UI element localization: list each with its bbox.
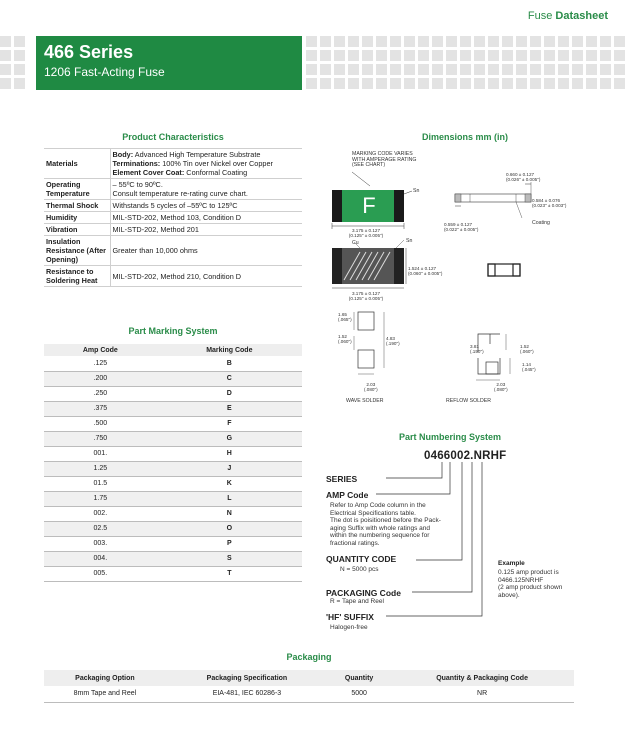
- pn-packaging-code: PACKAGING Code: [326, 588, 401, 598]
- header-tile: [0, 36, 11, 47]
- marking-code: J: [157, 461, 302, 476]
- reflow-pad-bottom: [478, 358, 500, 374]
- marking-code: B: [157, 356, 302, 371]
- header-tile: [306, 78, 317, 89]
- series-title: 466 Series: [44, 42, 134, 62]
- material-line: Body: Advanced High Temperature Substrate: [112, 150, 261, 159]
- amp-code: 003.: [44, 536, 157, 551]
- header-tile: [586, 64, 597, 75]
- row-label: Resistance to Soldering Heat: [44, 266, 110, 287]
- header-tile: [14, 64, 25, 75]
- header-pattern-left: [0, 36, 34, 90]
- reflow-dim-a: 3.81 (.150"): [470, 344, 484, 354]
- amp-code: 002.: [44, 506, 157, 521]
- reflow-dim-b: 1.52 (.060"): [520, 344, 534, 354]
- amp-code: 001.: [44, 446, 157, 461]
- marking-code: G: [157, 431, 302, 446]
- table-row: [44, 371, 302, 386]
- reflow-dim-d: 2.03 (.080"): [494, 382, 508, 392]
- series-banner: [36, 36, 302, 90]
- header-tile: [586, 36, 597, 47]
- reflow-dim-c: 1.14 (.045"): [522, 362, 536, 372]
- marking-note: MARKING CODE VARIES WITH AMPERAGE RATING (SEE CHART): [352, 151, 417, 168]
- header-tile: [460, 36, 471, 47]
- fuse-side-view: [455, 194, 531, 202]
- series-subtitle: 1206 Fast-Acting Fuse: [44, 65, 165, 79]
- row-label: Operating Temperature: [44, 179, 110, 200]
- header-tile: [320, 78, 331, 89]
- header-tile: [516, 64, 527, 75]
- cu-label: Cu: [352, 240, 359, 246]
- row-value: MIL-STD-202, Method 201: [110, 224, 302, 236]
- table-row: [44, 446, 302, 461]
- header-tile: [488, 36, 499, 47]
- header-tile: [502, 50, 513, 61]
- header-tile: [558, 36, 569, 47]
- table-row: [44, 506, 302, 521]
- table-row: [44, 566, 302, 581]
- header-tile: [614, 36, 625, 47]
- table-row: [44, 236, 302, 266]
- table-row: [44, 149, 302, 179]
- header-tile: [376, 50, 387, 61]
- header-tile: [460, 64, 471, 75]
- header-tile: [446, 78, 457, 89]
- table-row: [44, 536, 302, 551]
- part-marking-title: Part Marking System: [128, 326, 218, 336]
- header-tile: [334, 78, 345, 89]
- header-tile: [530, 64, 541, 75]
- header-tile: [516, 50, 527, 61]
- header-tile: [0, 50, 11, 61]
- header-tile: [306, 64, 317, 75]
- header-tile: [460, 50, 471, 61]
- dim-top-width: 3.175 ± 0.127 (0.125" ± 0.005"): [348, 228, 384, 238]
- header-tile: [516, 36, 527, 47]
- table-header-row: [44, 344, 302, 356]
- marking-code: N: [157, 506, 302, 521]
- packaging-spec-header: Packaging Specification: [166, 670, 328, 686]
- packaging-spec: EIA-481, IEC 60286-3: [166, 686, 328, 702]
- packaging-option-header: Packaging Option: [44, 670, 166, 686]
- header-tile: [502, 36, 513, 47]
- marking-code: D: [157, 386, 302, 401]
- header-tile: [474, 50, 485, 61]
- row-value: MIL-STD-202, Method 103, Condition D: [110, 212, 302, 224]
- pn-example-title: Example: [498, 560, 525, 567]
- table-row: [44, 200, 302, 212]
- header-tile: [558, 78, 569, 89]
- header-tile: [362, 36, 373, 47]
- header-tile: [418, 64, 429, 75]
- header-tile: [14, 36, 25, 47]
- header-tile: [432, 78, 443, 89]
- header-tile: [544, 50, 555, 61]
- marking-letter: F: [362, 193, 376, 218]
- header-pattern-right: [306, 36, 626, 90]
- marking-code-header: Marking Code: [157, 344, 302, 356]
- pn-packaging-desc: R = Tape and Reel: [330, 598, 384, 605]
- fuse-iso-view: [488, 264, 520, 276]
- datasheet-label: Fuse Datasheet: [527, 10, 608, 22]
- header-tile: [404, 78, 415, 89]
- header-tile: [376, 64, 387, 75]
- amp-code: .250: [44, 386, 157, 401]
- header-tile: [404, 64, 415, 75]
- header-tile: [544, 78, 555, 89]
- header-tile: [474, 64, 485, 75]
- row-label: Vibration: [44, 224, 110, 236]
- coating-label: Coating: [532, 220, 550, 226]
- pn-amp-desc: Refer to Amp Code column in the Electrical Specifications table. The dot is poisitioned before the Pack- aging Suffix with whole ratings and within the numbering sequence for fractional ratings.: [330, 502, 441, 547]
- fuse-bottom-view: [332, 248, 404, 284]
- pn-hf-desc: Halogen-free: [330, 624, 368, 631]
- header-tile: [474, 36, 485, 47]
- header-tile: [530, 36, 541, 47]
- marking-code: P: [157, 536, 302, 551]
- header-tile: [320, 64, 331, 75]
- header-tile: [614, 50, 625, 61]
- header-tile: [502, 78, 513, 89]
- header-tile: [14, 50, 25, 61]
- dim-bottom-height: 1.524 ± 0.127 (0.060" ± 0.005"): [408, 266, 443, 276]
- part-numbering-title: Part Numbering System: [398, 432, 502, 442]
- header-tile: [348, 36, 359, 47]
- wave-dim-b: 1.52 (.060"): [338, 334, 352, 344]
- header-tile: [0, 64, 11, 75]
- header-tile: [572, 64, 583, 75]
- header-tile: [488, 78, 499, 89]
- header-tile: [572, 50, 583, 61]
- header-tile: [390, 50, 401, 61]
- wave-dim-d: 2.03 (.080"): [364, 382, 378, 392]
- dim-bottom-width: 3.175 ± 0.127 (0.125" ± 0.005"): [348, 291, 384, 301]
- header-tile: [418, 36, 429, 47]
- marking-code: C: [157, 371, 302, 386]
- table-header-row: [44, 670, 574, 686]
- dim-side-length: 0.559 ± 0.127 (0.022" ± 0.005"): [444, 222, 479, 232]
- header-tile: [614, 78, 625, 89]
- header-tile: [404, 36, 415, 47]
- row-label: Humidity: [44, 212, 110, 224]
- header-tile: [474, 78, 485, 89]
- marking-code: H: [157, 446, 302, 461]
- header-tile: [334, 50, 345, 61]
- qty-pkg-code-header: Quantity & Packaging Code: [390, 670, 574, 686]
- wave-dim-a: 1.65 (.065"): [338, 312, 352, 322]
- header-tile: [544, 36, 555, 47]
- amp-code: 004.: [44, 551, 157, 566]
- header-tile: [376, 78, 387, 89]
- amp-code: 1.75: [44, 491, 157, 506]
- table-row: [44, 416, 302, 431]
- header-tile: [362, 64, 373, 75]
- pn-quantity-code: QUANTITY CODE: [326, 554, 397, 564]
- sn-label-bottom: Sn: [406, 238, 413, 244]
- row-label: Insulation Resistance (After Opening): [44, 236, 110, 266]
- header-tile: [404, 50, 415, 61]
- header-tile: [362, 78, 373, 89]
- header-tile: [320, 36, 331, 47]
- table-row: [44, 476, 302, 491]
- wave-solder-label: WAVE SOLDER: [346, 398, 384, 404]
- amp-code: .375: [44, 401, 157, 416]
- pn-amp-code: AMP Code: [326, 490, 369, 500]
- table-row: [44, 401, 302, 416]
- header-tile: [306, 50, 317, 61]
- table-row: [44, 521, 302, 536]
- pn-example-desc: 0.125 amp product is 0466.125NRHF (2 amp product shown above).: [498, 569, 563, 599]
- header-tile: [530, 78, 541, 89]
- header-tile: [348, 78, 359, 89]
- material-line: Element Cover Coat: Conformal Coating: [112, 168, 248, 177]
- header-tile: [390, 36, 401, 47]
- header-tile: [418, 50, 429, 61]
- table-row: [44, 461, 302, 476]
- row-value: Withstands 5 cycles of –55ºC to 125ºC: [110, 200, 302, 212]
- product-characteristics-table: [44, 148, 302, 287]
- wave-pad-bottom: [358, 350, 374, 368]
- header-tile: [432, 36, 443, 47]
- table-row: [44, 266, 302, 287]
- row-value: Greater than 10,000 ohms: [110, 236, 302, 266]
- part-number-code: 0466002.NRHF: [424, 450, 507, 462]
- sn-label: Sn: [413, 188, 420, 194]
- header-tile: [586, 50, 597, 61]
- dimensions-title: Dimensions mm (in): [421, 132, 508, 142]
- marking-code: O: [157, 521, 302, 536]
- header-tile: [376, 36, 387, 47]
- marking-code: E: [157, 401, 302, 416]
- materials-value: [110, 149, 302, 179]
- table-row: [44, 686, 574, 702]
- header-tile: [418, 78, 429, 89]
- wave-pad-top: [358, 312, 374, 330]
- header-tile: [362, 50, 373, 61]
- header-tile: [390, 78, 401, 89]
- row-label: Materials: [44, 149, 110, 179]
- header-tile: [488, 50, 499, 61]
- table-row: [44, 224, 302, 236]
- header-tile: [600, 50, 611, 61]
- header-tile: [586, 78, 597, 89]
- header-tile: [306, 36, 317, 47]
- header-tile: [348, 50, 359, 61]
- header-tile: [348, 64, 359, 75]
- header-tile: [516, 78, 527, 89]
- packaging-table: [44, 670, 574, 703]
- amp-code: 1.25: [44, 461, 157, 476]
- pn-hf-suffix: 'HF' SUFFIX: [326, 612, 374, 622]
- pn-series: SERIES: [326, 474, 358, 484]
- header-tile: [558, 64, 569, 75]
- table-row: [44, 551, 302, 566]
- dim-side-height: 0.660 ± 0.127 (0.026" ± 0.005"): [506, 172, 541, 182]
- header-tile: [600, 78, 611, 89]
- marking-code: T: [157, 566, 302, 581]
- amp-code: .750: [44, 431, 157, 446]
- table-row: [44, 386, 302, 401]
- header-tile: [432, 64, 443, 75]
- reflow-solder-label: REFLOW SOLDER: [446, 398, 491, 404]
- header-tile: [488, 64, 499, 75]
- header-tile: [446, 36, 457, 47]
- amp-code: .125: [44, 356, 157, 371]
- marking-code: S: [157, 551, 302, 566]
- header-tile: [530, 50, 541, 61]
- dim-side-thickness: 0.584 ± 0.076 (0.023" ± 0.003"): [532, 198, 567, 208]
- marking-code: L: [157, 491, 302, 506]
- header-tile: [446, 50, 457, 61]
- quantity: 5000: [328, 686, 390, 702]
- header-tile: [432, 50, 443, 61]
- header-tile: [614, 64, 625, 75]
- amp-code: 005.: [44, 566, 157, 581]
- header-tile: [14, 78, 25, 89]
- packaging-title: Packaging: [286, 652, 332, 662]
- table-row: [44, 431, 302, 446]
- header-tile: [502, 64, 513, 75]
- amp-code: 02.5: [44, 521, 157, 536]
- row-value: MIL-STD-202, Method 210, Condition D: [110, 266, 302, 287]
- table-row: [44, 212, 302, 224]
- pn-quantity-desc: N = 5000 pcs: [340, 566, 379, 573]
- row-label: Thermal Shock: [44, 200, 110, 212]
- header-tile: [0, 78, 11, 89]
- table-row: [44, 356, 302, 371]
- product-characteristics-title: Product Characteristics: [122, 132, 224, 142]
- marking-code: K: [157, 476, 302, 491]
- amp-code: .200: [44, 371, 157, 386]
- amp-code-header: Amp Code: [44, 344, 157, 356]
- header-tile: [334, 64, 345, 75]
- marking-code: F: [157, 416, 302, 431]
- header-tile: [544, 64, 555, 75]
- header-tile: [600, 36, 611, 47]
- header-tile: [600, 64, 611, 75]
- table-row: [44, 179, 302, 200]
- qty-pkg-code: NR: [390, 686, 574, 702]
- header-tile: [460, 78, 471, 89]
- part-marking-table: [44, 344, 302, 582]
- packaging-option: 8mm Tape and Reel: [44, 686, 166, 702]
- header-tile: [320, 50, 331, 61]
- wave-dim-c: 4.83 (.190"): [386, 336, 400, 346]
- header-tile: [572, 78, 583, 89]
- amp-code: 01.5: [44, 476, 157, 491]
- row-value: – 55ºC to 90ºC. Consult temperature re-rating curve chart.: [110, 179, 302, 200]
- header-tile: [572, 36, 583, 47]
- amp-code: .500: [44, 416, 157, 431]
- table-row: [44, 491, 302, 506]
- header-tile: [334, 36, 345, 47]
- header-tile: [390, 64, 401, 75]
- quantity-header: Quantity: [328, 670, 390, 686]
- material-line: Terminations: 100% Tin over Nickel over Copper: [112, 159, 273, 168]
- header-tile: [558, 50, 569, 61]
- header-tile: [446, 64, 457, 75]
